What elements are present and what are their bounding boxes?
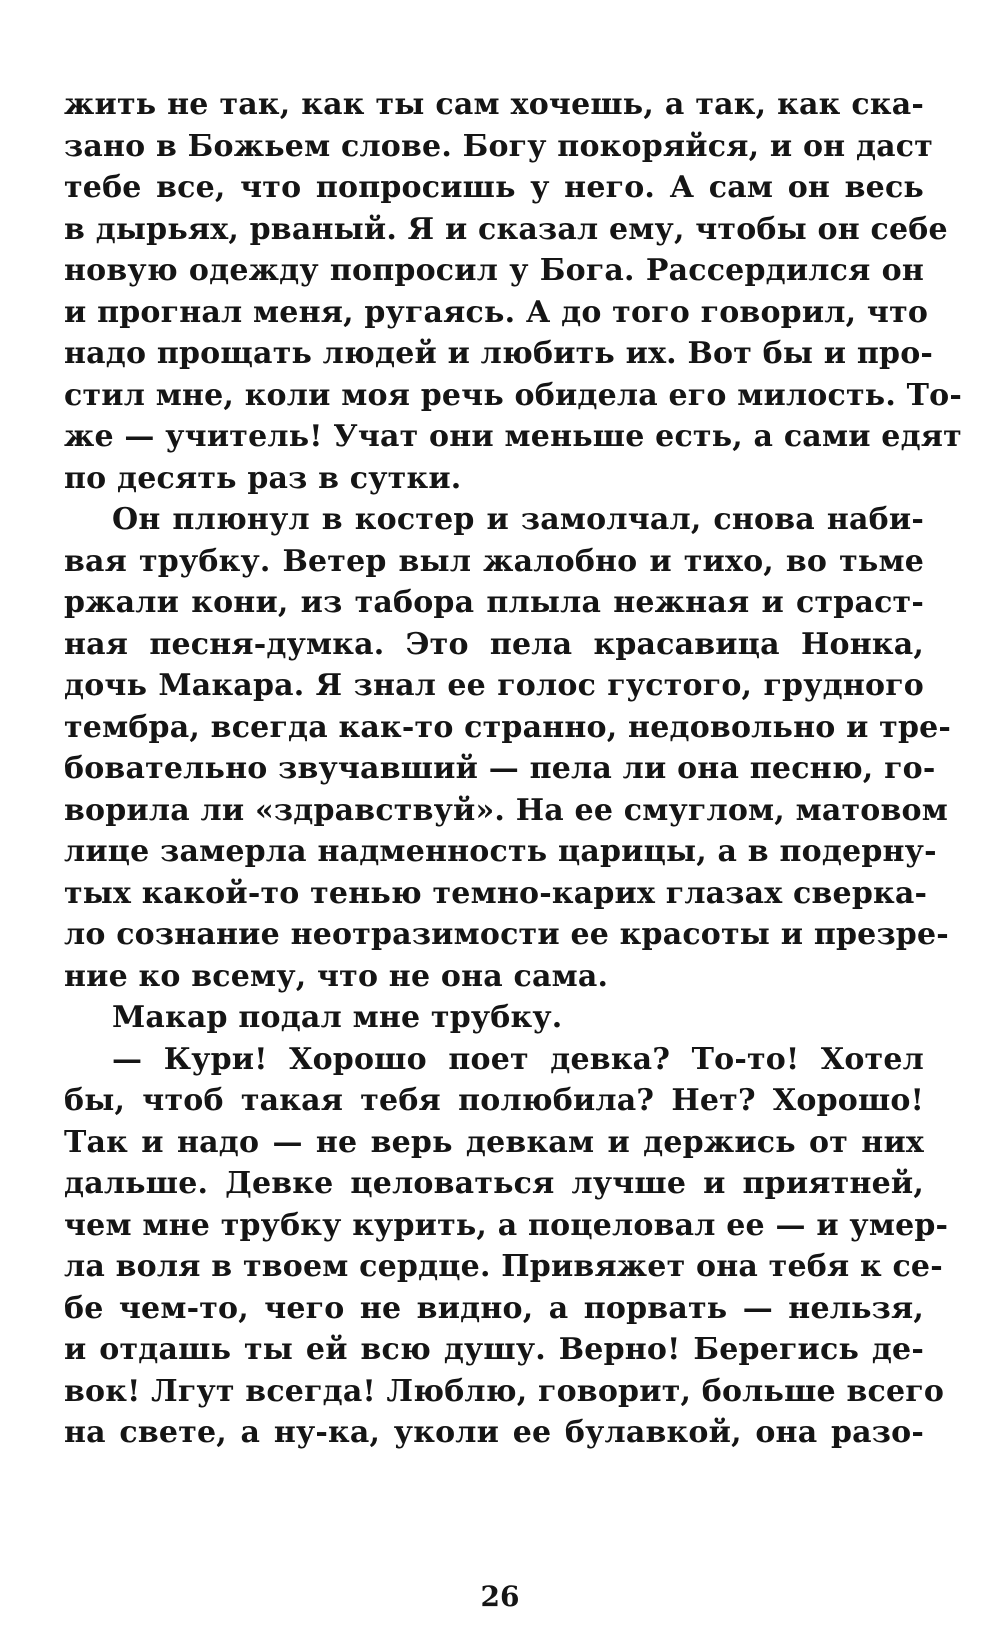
text-line: вая трубку. Ветер выл жалобно и тихо, во тьме — [64, 543, 924, 579]
text-line: Макар подал мне трубку. — [112, 1000, 563, 1035]
text-line: по десять раз в сутки. — [64, 460, 462, 496]
text-line: чем мне трубку курить, а поцеловал ее — и умер- — [64, 1207, 949, 1243]
text-line: бовательно звучавший — пела ли она песню, го- — [64, 751, 936, 786]
text-line: надо прощать людей и любить их. Вот бы и про- — [64, 336, 934, 371]
text-line: и прогнал меня, ругаясь. А до того говорил, что — [64, 294, 929, 330]
text-line: ло сознание неотразимости ее красоты и презре- — [64, 917, 949, 952]
text-line: в дырьях, рваный. Я и сказал ему, чтобы он себе — [64, 211, 948, 247]
text-line: бе чем-то, чего не видно, а порвать — нельзя, — [64, 1290, 924, 1326]
text-line: лице замерла надменность царицы, а в подерну- — [64, 834, 937, 869]
text-line: вок! Лгут всегда! Люблю, говорит, больше всего — [64, 1373, 945, 1409]
text-line: Так и надо — не верь девкам и держись от них — [64, 1124, 924, 1160]
text-line: ние ко всему, что не она сама. — [64, 958, 609, 994]
text-line: и отдашь ты ей всю душу. Верно! Берегись де- — [64, 1332, 924, 1367]
text-line: ная песня-думка. Это пела красавица Нонка, — [64, 626, 924, 662]
text-line: дальше. Девке целоваться лучше и приятней, — [64, 1166, 924, 1201]
body-text — [64, 84, 962, 1454]
text-line: стил мне, коли моя речь обидела его милость. То- — [64, 377, 962, 413]
text-line: дочь Макара. Я знал ее голос густого, грудного — [64, 668, 924, 703]
text-line: зано в Божьем слове. Богу покоряйся, и он даст — [64, 128, 934, 164]
text-line: тых какой-то тенью темно-карих глазах сверка- — [64, 875, 928, 911]
text-line: тембра, всегда как-то странно, недовольно и тре- — [64, 709, 952, 745]
text-line: ла воля в твоем сердце. Привяжет она тебя к се- — [64, 1249, 943, 1284]
text-line: — Кури! Хорошо поет девка? То-то! Хотел — [112, 1041, 924, 1077]
text-line: новую одежду попросил у Бога. Рассердился он — [64, 253, 924, 288]
page-number: 26 — [480, 1580, 520, 1613]
text-line: ворила ли «здравствуй». На ее смуглом, матовом — [64, 792, 948, 828]
text-line: же — учитель! Учат они меньше есть, а сами едят — [64, 419, 962, 454]
text-line: на свете, а ну-ка, уколи ее булавкой, она разо- — [64, 1415, 924, 1450]
text-line: бы, чтоб такая тебя полюбила? Нет? Хорошо! — [64, 1083, 924, 1118]
text-line: Он плюнул в костер и замолчал, снова наби- — [112, 502, 924, 537]
text-line: ржали кони, из табора плыла нежная и страст- — [64, 585, 924, 620]
text-line: тебе все, что попросишь у него. А сам он весь — [64, 170, 924, 205]
text-line: жить не так, как ты сам хочешь, а так, как ска- — [64, 87, 924, 122]
